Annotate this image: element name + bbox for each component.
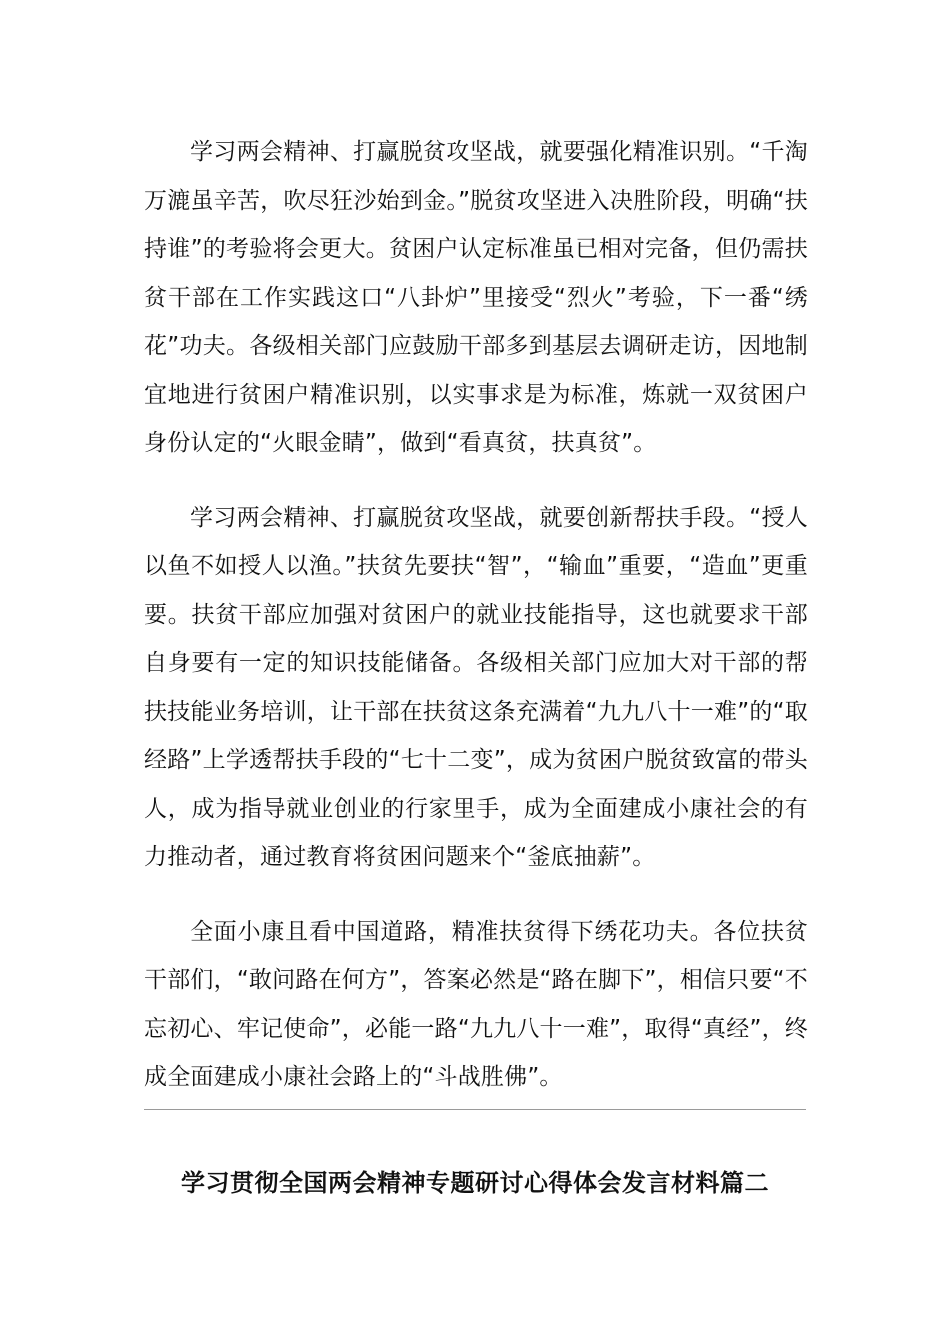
- paragraph-2: 学习两会精神、打赢脱贫攻坚战，就要创新帮扶手段。“授人以鱼不如授人以渔。”扶贫先要扶“智”，“输血”重要，“造血”更重要。扶贫干部应加强对贫困户的就业技能指导，这也就要求干部自身要有一定的知识技能储备。各级相关部门应加大对干部的帮扶技能业务培训，让干部在扶贫这条充满着“九九八十一难”的“取经路”上学透帮扶手段的“七十二变”，成为贫困户脱贫致富的带头人，成为指导就业创业的行家里手，成为全面建成小康社会的有力推动者，通过教育将贫困问题来个“釜底抽薪”。: [144, 504, 808, 870]
- section-title: 学习贯彻全国两会精神专题研讨心得体会发言材料篇二: [181, 1169, 769, 1197]
- document-body: [144, 128, 808, 1128]
- section-divider: [144, 1109, 806, 1110]
- paragraph-1: 学习两会精神、打赢脱贫攻坚战，就要强化精准识别。“千淘万漉虽辛苦，吹尽狂沙始到金。”脱贫攻坚进入决胜阶段，明确“扶持谁”的考验将会更大。贫困户认定标准虽已相对完备，但仍需扶贫干部在工作实践这口“八卦炉”里接受“烈火”考验，下一番“绣花”功夫。各级相关部门应鼓励干部多到基层去调研走访，因地制宜地进行贫困户精准识别，以实事求是为标准，炼就一双贫困户身份认定的“火眼金睛”，做到“看真贫，扶真贫”。: [144, 139, 808, 456]
- paragraph-3: 全面小康且看中国道路，精准扶贫得下绣花功夫。各位扶贫干部们，“敢问路在何方”，答案必然是“路在脚下”，相信只要“不忘初心、牢记使命”，必能一路“九九八十一难”，取得“真经”，终成全面建成小康社会路上的“斗战胜佛”。: [144, 918, 808, 1090]
